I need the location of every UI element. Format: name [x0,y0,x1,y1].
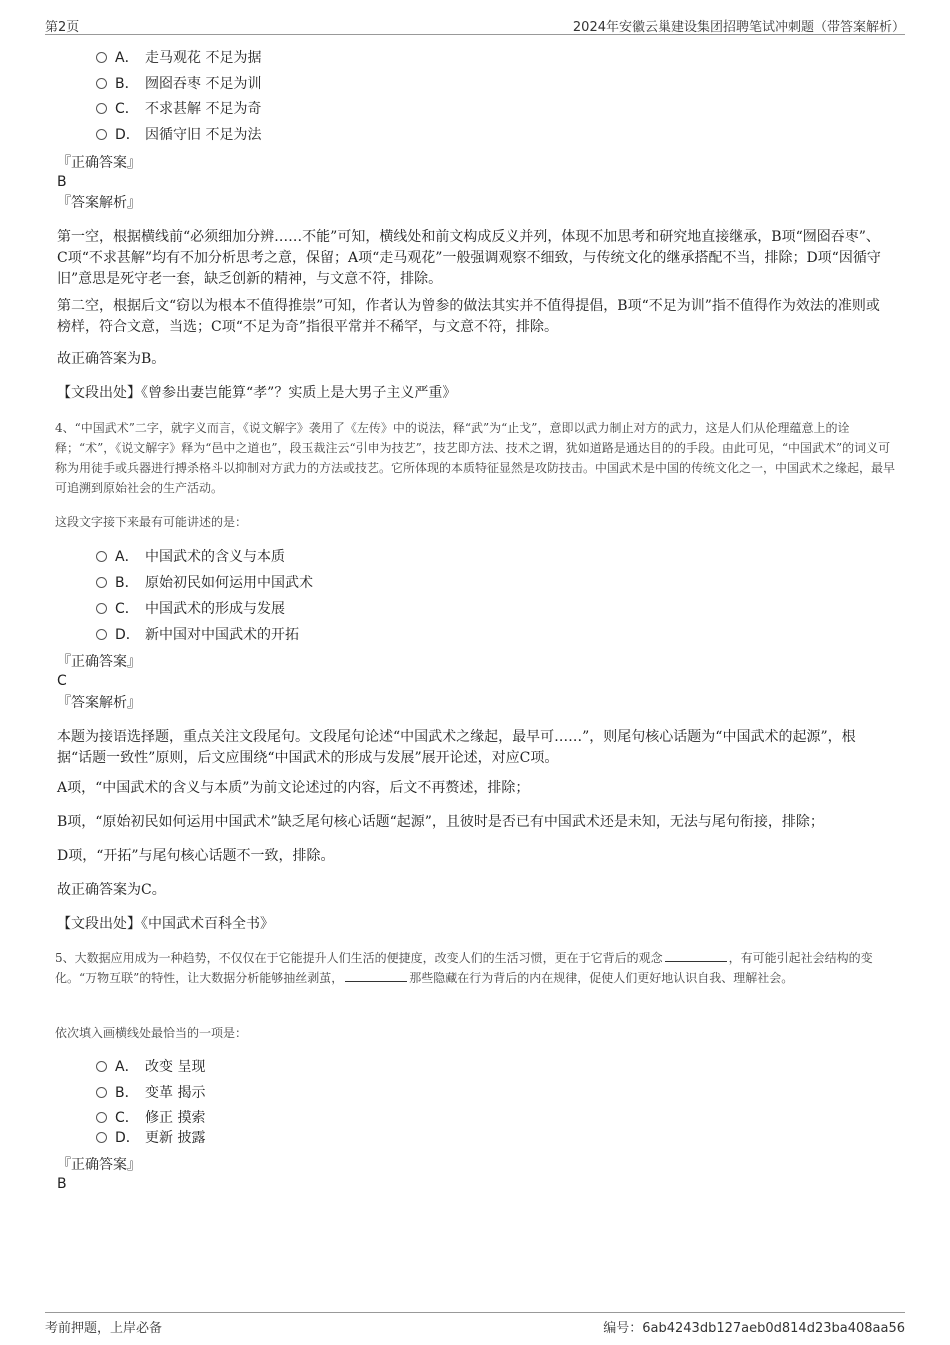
q4-answer: C [57,673,67,689]
radio-icon[interactable] [96,629,107,640]
radio-icon[interactable] [96,1061,107,1072]
q5-question: 5、大数据应用成为一种趋势，不仅仅在于它能提升人们生活的便捷度，改变人们的生活习惯，更在于它背后的观念 ，有可能引起社会结构的变化。“万物互联”的特性，让大数据分析能够抽丝剥茧， 那些隐藏在行为背后的内在规律，促使人们更好地认识自我、理解社会。 [55,951,873,985]
q5-prompt: 依次填入画横线处最恰当的一项是： [55,1026,248,1040]
q3-source: 【文段出处】《曾参出妻岂能算“孝”？实质上是大男子主义严重》 [57,385,457,401]
page-footer [45,1312,905,1335]
q4-answer-label: 『正确答案』 [57,654,141,670]
q3-analysis-1: 第一空，根据横线前“必须细加分辨……不能”可知，横线处和前文构成反义并列，体现不加思考和研究地直接继承，B项“囫囵吞枣”、C项“不求甚解”均有不加分析思考之意，保留；A项“走马观花”一般强调观察不细致，与传统文化的继承搭配不当，排除；D项“因循守旧”意思是死守老一套，缺乏创新的精神，与文意不符，排除。 [57,229,881,287]
q3-option-b[interactable]: B． 囫囵吞枣 不足为训 [96,74,261,94]
q3-option-d[interactable]: D． 因循守旧 不足为法 [96,125,261,145]
q4-option-c[interactable]: C． 中国武术的形成与发展 [96,599,285,619]
q3-option-a[interactable]: A． 走马观花 不足为据 [96,48,261,68]
radio-icon[interactable] [96,52,107,63]
q4-source: 【文段出处】《中国武术百科全书》 [57,916,274,932]
q5-answer: B [57,1176,67,1192]
radio-icon[interactable] [96,1087,107,1098]
radio-icon[interactable] [96,78,107,89]
q5-answer-label: 『正确答案』 [57,1157,141,1173]
q4-prompt: 这段文字接下来最有可能讲述的是： [55,515,248,529]
q5-option-a[interactable]: A． 改变 呈现 [96,1057,205,1077]
q4-option-a[interactable]: A． 中国武术的含义与本质 [96,547,285,567]
radio-icon[interactable] [96,103,107,114]
radio-icon[interactable] [96,551,107,562]
q3-analysis-2: 第二空，根据后文“窃以为根本不值得推崇”可知，作者认为曾参的做法其实并不值得提倡，B项“不足为训”指不值得作为效法的准则或榜样，符合文意，当选；C项“不足为奇”指很平常并不稀罕，与文意不符，排除。 [57,298,880,335]
q4-analysis-1: 本题为接语选择题，重点关注文段尾句。文段尾句论述“中国武术之缘起，最早可……”，则尾句核心话题为“中国武术的起源”，根据“话题一致性”原则，后文应围绕“中国武术的形成与发展”展开论述，对应C项。 [57,729,856,766]
q5-option-c[interactable]: C． 修正 摸索 [96,1108,205,1128]
q3-answer: B [57,174,67,190]
radio-icon[interactable] [96,1132,107,1143]
q3-option-c[interactable]: C． 不求甚解 不足为奇 [96,99,261,119]
q4-analysis-5: 故正确答案为C。 [57,882,166,898]
radio-icon[interactable] [96,1112,107,1123]
blank-1 [665,949,727,962]
q3-answer-label: 『正确答案』 [57,155,141,171]
q4-option-d[interactable]: D． 新中国对中国武术的开拓 [96,625,299,645]
q4-analysis-label: 『答案解析』 [57,695,141,711]
radio-icon[interactable] [96,577,107,588]
document-title: 2024年安徽云巢建设集团招聘笔试冲刺题（带答案解析） [572,20,905,35]
q4-analysis-2: A项，“中国武术的含义与本质”为前文论述过的内容，后文不再赘述，排除； [57,780,530,796]
q5-option-b[interactable]: B． 变革 揭示 [96,1083,205,1103]
page-header [45,14,905,35]
q3-analysis-3: 故正确答案为B。 [57,351,166,367]
q4-analysis-4: D项，“开拓”与尾句核心话题不一致，排除。 [57,848,335,864]
q4-option-b[interactable]: B． 原始初民如何运用中国武术 [96,573,313,593]
q4-question: 4、“中国武术”二字，就字义而言，《说文解字》袭用了《左传》中的说法，释“武”为“止戈”，意即以武力制止对方的武力，这是人们从伦理蕴意上的诠释；“术”，《说文解字》释为“邑中之道也”，段玉裁注云“引申为技艺”，技艺即方法、技术之谓，犹如道路是通达目的的手段。由此可见，“中国武术”的词义可称为用徒手或兵器进行搏杀格斗以抑制对方武力的方法或技艺。它所体现的本质特征显然是攻防技击。中国武术是中国的传统文化之一，中国武术之缘起，最早可追溯到原始社会的生产活动。 [55,421,896,495]
footer-slogan: 考前押题，上岸必备 [45,1321,163,1336]
q3-analysis-label: 『答案解析』 [57,195,141,211]
page-number: 第2页 [45,20,80,35]
radio-icon[interactable] [96,603,107,614]
blank-2 [345,969,407,982]
q5-option-d[interactable]: D． 更新 披露 [96,1128,205,1148]
radio-icon[interactable] [96,129,107,140]
document-code: 编号：6ab4243db127aeb0d814d23ba408aa56 [603,1321,905,1336]
q4-analysis-3: B项，“原始初民如何运用中国武术”缺乏尾句核心话题“起源”，且彼时是否已有中国武术还是未知，无法与尾句衔接，排除； [57,814,824,830]
